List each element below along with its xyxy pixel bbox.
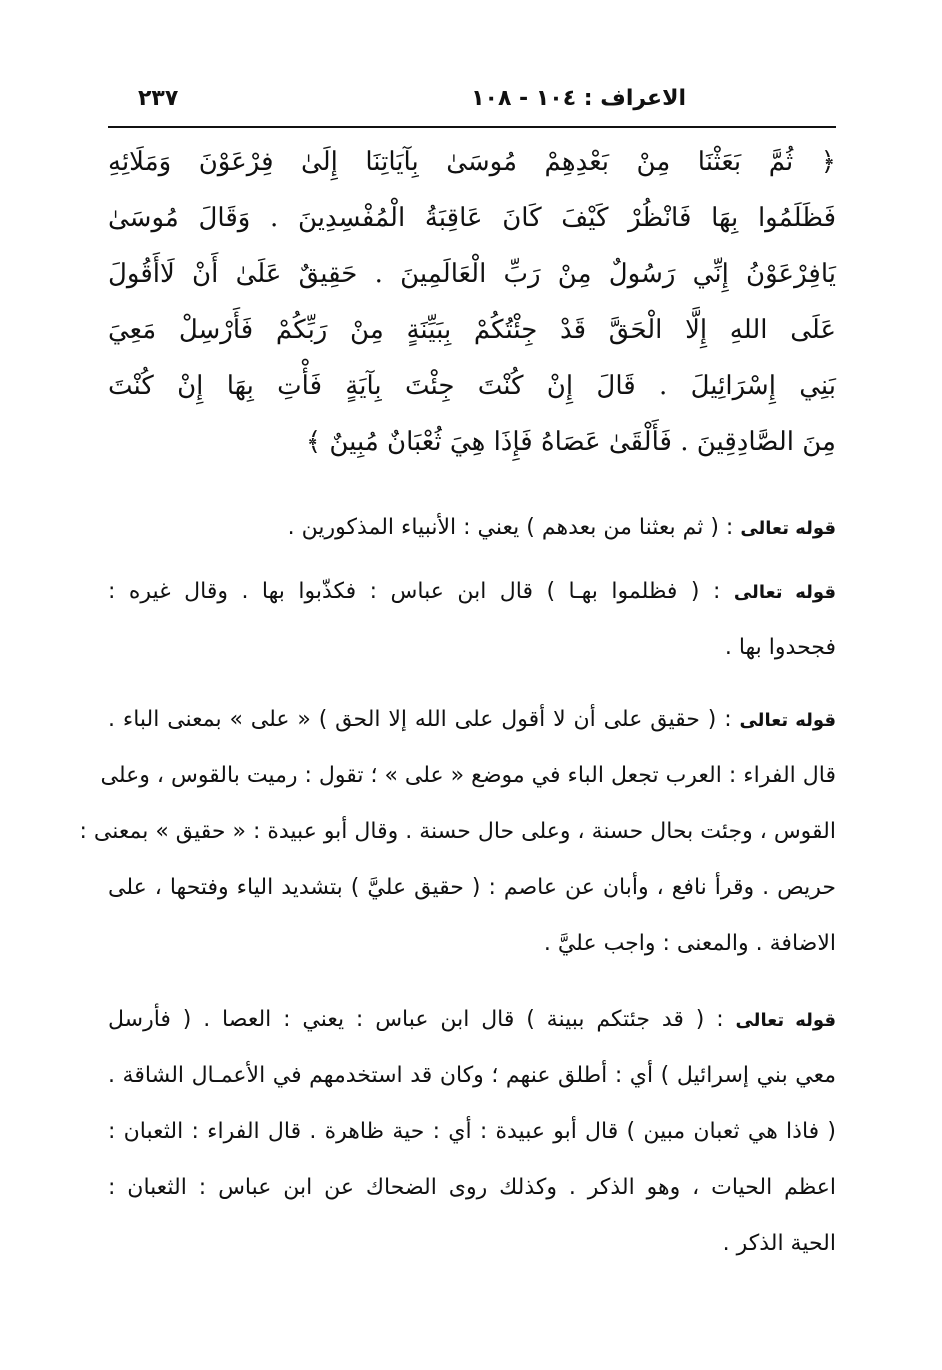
- commentary-label: قوله تعالى: [733, 582, 836, 603]
- running-title: الاعراف : ١٠٤ - ١٠٨: [471, 86, 686, 111]
- commentary-label: قوله تعالى: [740, 518, 836, 539]
- commentary-line: قوله تعالى : ( قد جئتكم ببينة ) قال ابن عباس : يعني : العصا . ( فأرسل: [108, 1007, 836, 1032]
- verse-line: عَلَى اللهِ إِلَّا الْحَقَّ قَدْ جِئْتُكُمْ بِبَيِّنَةٍ مِنْ رَبِّكُمْ فَأَرْسِلْ مَعِيَ: [108, 315, 836, 345]
- commentary-label: قوله تعالى: [735, 1010, 836, 1031]
- commentary-paragraph: [108, 564, 836, 676]
- header-rule: [108, 126, 836, 128]
- commentary-paragraph: [108, 500, 836, 556]
- commentary-line: معي بني إسرائيل ) أي : أطلق عنهم ؛ وكان قد استخدمهم في الأعمـال الشاقة .: [108, 1063, 836, 1088]
- commentary-line: الحية الذكر .: [722, 1231, 836, 1256]
- commentary-paragraph: [108, 992, 836, 1272]
- verse-line: مِنَ الصَّادِقِينَ . فَأَلْقَىٰ عَصَاهُ فَإِذَا هِيَ ثُعْبَانٌ مُبِينٌ ﴾: [305, 427, 836, 457]
- commentary-line: حريص . وقرأ نافع ، وأبان عن عاصم : ( حقيق عليَّ ) بتشديد الياء وفتحها ، على: [108, 875, 836, 900]
- commentary-line: فجحدوا بها .: [724, 635, 836, 660]
- commentary-line: القوس ، وجئت بحال حسنة ، وعلى حال حسنة . وقال أبو عبيدة : « حقيق » بمعنى :: [79, 819, 836, 844]
- quran-verse-block: [108, 134, 836, 470]
- verse-line: بَنِي إِسْرَائِيلَ . قَالَ إِنْ كُنْتَ جِئْتَ بِآيَةٍ فَأْتِ بِهَا إِنْ كُنْتَ: [108, 371, 836, 401]
- commentary-line: قوله تعالى : ( فظلموا بهـا ) قال ابن عباس : فكذّبوا بها . وقال غيره :: [108, 579, 836, 604]
- commentary-line: اعظم الحيات ، وهو الذكر . وكذلك روى الضحاك عن ابن عباس : الثعبان :: [108, 1175, 836, 1200]
- commentary-line: قال الفراء : العرب تجعل الباء في موضع « على » ؛ تقول : رميت بالقوس ، وعلى: [100, 763, 836, 788]
- page-number: ٢٣٧: [138, 86, 179, 111]
- commentary-line: قوله تعالى : ( ثم بعثنا من بعدهم ) يعني : الأنبياء المذكورين .: [287, 515, 836, 540]
- commentary-paragraph: [79, 692, 836, 972]
- commentary-label: قوله تعالى: [739, 710, 836, 731]
- commentary-line: الاضافة . والمعنى : واجب عليَّ .: [543, 931, 836, 956]
- commentary-line: قوله تعالى : ( حقيق على أن لا أقول على الله إلا الحق ) « على » بمعنى الباء .: [108, 707, 836, 732]
- page-header: [108, 82, 836, 122]
- verse-line: فَظَلَمُوا بِهَا فَانْظُرْ كَيْفَ كَانَ عَاقِبَةُ الْمُفْسِدِينَ . وَقَالَ مُوسَىٰ: [108, 203, 836, 233]
- commentary-line: ( فاذا هي ثعبان مبين ) قال أبو عبيدة : أي : حية ظاهرة . قال الفراء : الثعبان :: [108, 1119, 836, 1144]
- verse-line: ﴿ ثُمَّ بَعَثْنَا مِنْ بَعْدِهِمْ مُوسَىٰ بِآيَاتِنَا إِلَىٰ فِرْعَوْنَ وَمَلَائِهِ: [108, 147, 836, 177]
- verse-line: يَافِرْعَوْنُ إِنِّي رَسُولٌ مِنْ رَبِّ الْعَالَمِينَ . حَقِيقٌ عَلَىٰ أَنْ لَاأَقُولَ: [108, 259, 836, 289]
